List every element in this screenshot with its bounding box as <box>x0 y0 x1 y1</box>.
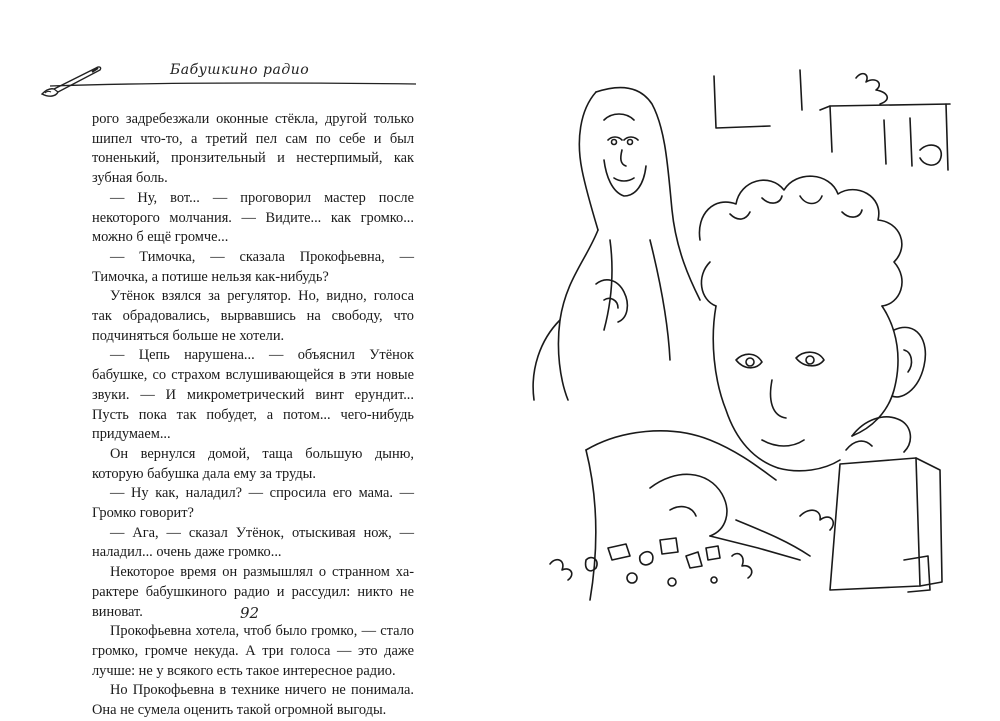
left-page <box>0 0 500 719</box>
paragraph: — Цепь нарушена... — объяснил Утёнок бабушке, со страхом вслушивающейся в эти новые звуки. — И микрометрический винт ерундит... Пусть пока так побудет, а потом... чего-нибудь придумаем... <box>92 347 414 443</box>
paragraph: рого задребезжали оконные стёкла, другой только шипел что-то, а третий пел сам по себе и был тоненький, пронзительный и нестерпимый, как зубная боль. <box>92 111 414 187</box>
paragraph: Некоторое время он размышлял о странном характере бабушкиного радио и рассудил: никто не виноват. <box>92 564 414 620</box>
paragraph: Он вернулся домой, таща большую дыню, которую бабушка дала ему за труды. <box>92 445 414 482</box>
page-number: 92 <box>240 604 260 622</box>
running-title: Бабушкино радио <box>170 62 310 78</box>
grandmother-figure <box>533 88 700 400</box>
paragraph: Утёнок взялся за регулятор. Но, видно, голоса так обрадовались, вырвавшись на свободу, что подчиняться больше не хотели. <box>92 288 414 344</box>
hands-and-radio <box>650 417 942 592</box>
header-rule <box>48 80 418 88</box>
boy-figure <box>586 176 925 600</box>
paragraph: — Ага, — сказал Утёнок, отыскивая нож, — наладил... очень даже громко... <box>92 524 414 561</box>
window-frame <box>714 70 950 170</box>
ink-illustration <box>500 0 1000 676</box>
paragraph: Но Прокофьевна в технике ничего не понимала. Она не сумела оценить такой огромной выгоды. <box>92 682 414 719</box>
paragraph: Прокофьевна хотела, чтоб было громко, — стало громко, громче некуда. А три голоса — это даже лучше: не у всякого есть такое интересное радио. <box>92 623 414 679</box>
scattered-parts <box>550 538 752 586</box>
paragraph: — Тимочка, — сказала Прокофьевна, — Тимочка, а потише нельзя как-нибудь? <box>92 248 414 285</box>
paragraph: — Ну, вот... — проговорил мастер после некоторого молчания. — Видите... как громко... можно б ещё громче... <box>92 189 414 246</box>
right-page <box>500 0 1000 676</box>
paragraph: — Ну как, наладил? — спросила его мама. — Громко говорит? <box>92 485 414 522</box>
body-text <box>92 110 414 721</box>
